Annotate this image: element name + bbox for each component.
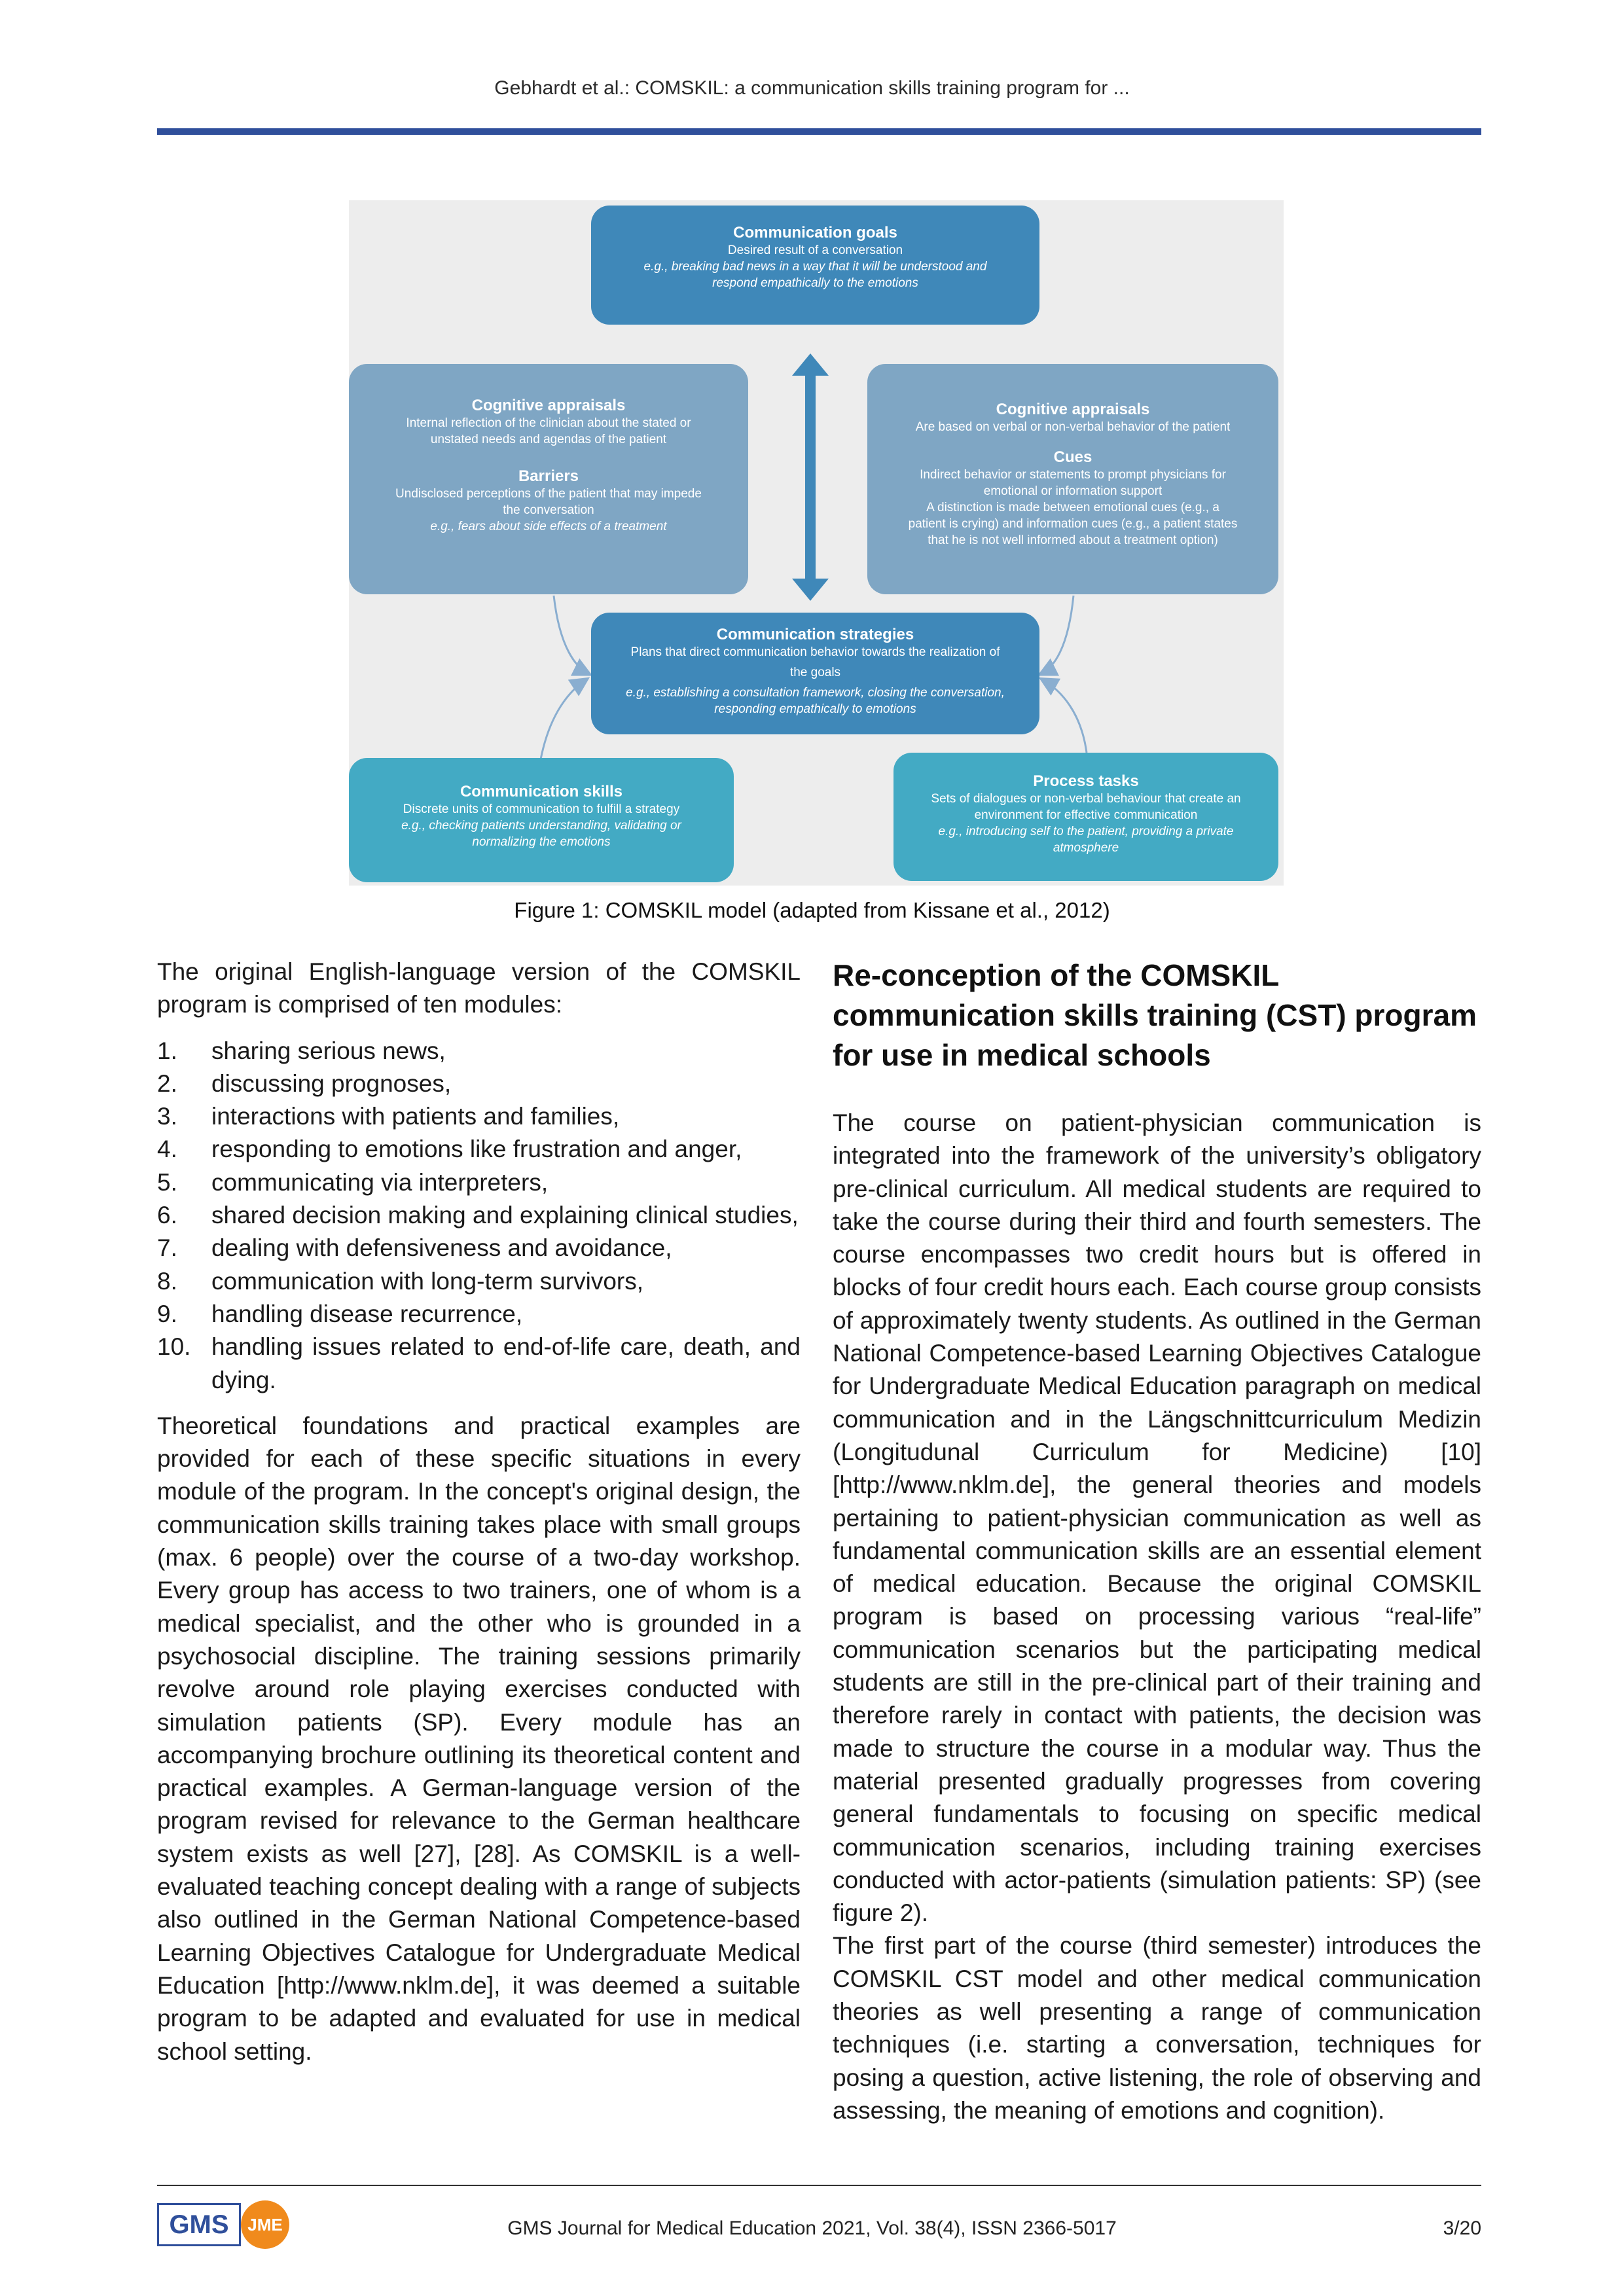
- communication-skills-box: [349, 758, 734, 882]
- jme-logo-circle: JME: [241, 2200, 289, 2249]
- skills-desc: Discrete units of communication to fulfill a strategy: [403, 802, 680, 816]
- body-paragraph: Theoretical foundations and practical examples are provided for each of these specific situations in every module of the program. In the concept's original design, the communication skills training takes place with small groups (max. 6 people) over the course of a two-day workshop. Every group has access to two trainers, one of whom is a medical specialist, and the other who is grounded in a psychosocial discipline. The training sessions primarily revolve around role playing exercises conducted with simulation patients (SP). Every module has an accompanying brochure outlining its theoretical content and practical examples. A German-language version of the program revised for relevance to the German healthcare system exists as well [27], [28]. As COMSKIL is a well-evaluated teaching concept dealing with a range of subjects also outlined in the German National Competence-based Learning Objectives Catalogue for Undergraduate Medical Education [http://www.nklm.de], it was deemed a suitable program to be adapted and evaluated for use in medical school setting.: [157, 1412, 801, 2065]
- footer-rule: [157, 2185, 1481, 2186]
- goals-title: Communication goals: [733, 224, 897, 242]
- list-item: 3. interactions with patients and families,: [157, 1103, 620, 1130]
- process-tasks-box: [893, 753, 1278, 881]
- cues-line5: that he is not well informed about a treatment option): [928, 533, 1218, 547]
- skills-title: Communication skills: [460, 783, 623, 800]
- connector-right-lower: [1042, 679, 1087, 753]
- connector-left-upper: [554, 596, 589, 674]
- process-desc-line2: environment for effective communication: [974, 808, 1198, 822]
- list-item: 9. handling disease recurrence,: [157, 1300, 523, 1327]
- list-item: 5. communicating via interpreters,: [157, 1168, 549, 1196]
- list-item: 2. discussing prognoses,: [157, 1069, 452, 1097]
- goals-example-line2: respond empathically to the emotions: [712, 276, 918, 290]
- cognitive-appraisals-right-box: [867, 364, 1278, 594]
- figure-caption: Figure 1: COMSKIL model (adapted from Kissane et al., 2012): [514, 898, 1110, 922]
- right-appraisals-desc: Are based on verbal or non-verbal behavior of the patient: [915, 420, 1231, 434]
- right-appraisals-title: Cognitive appraisals: [996, 401, 1150, 418]
- barriers-title: Barriers: [518, 467, 579, 485]
- skills-example-line1: e.g., checking patients understanding, validating or: [401, 819, 681, 833]
- list-item: 10. handling issues related to end-of-life care, death, and dying.: [157, 1333, 801, 1393]
- list-item: 7. dealing with defensiveness and avoidance,: [157, 1234, 672, 1262]
- page-number: 3/20: [1443, 2217, 1481, 2239]
- cues-line4: patient is crying) and information cues (e.g., a patient states: [908, 517, 1238, 531]
- list-item: 8. communication with long-term survivors,: [157, 1267, 644, 1295]
- journal-citation: GMS Journal for Medical Education 2021, Vol. 38(4), ISSN 2366-5017: [507, 2217, 1117, 2239]
- goals-desc: Desired result of a conversation: [727, 243, 903, 257]
- left-column: [157, 956, 801, 2068]
- running-header: Gebhardt et al.: COMSKIL: a communication skills training program for ...: [494, 77, 1130, 99]
- strategies-desc-line1: Plans that direct communication behavior towards the realization of: [630, 645, 1000, 659]
- skills-example-line2: normalizing the emotions: [472, 835, 611, 849]
- gms-logo-text: GMS: [157, 2203, 241, 2246]
- strategies-desc-line2: the goals: [789, 666, 841, 679]
- left-appraisals-desc-line2: unstated needs and agendas of the patient: [430, 433, 667, 446]
- cues-desc-line1: Indirect behavior or statements to prompt physicians for: [920, 468, 1226, 482]
- body-paragraph: The first part of the course (third semester) introduces the COMSKIL CST model and other medical communication theories as well presenting a range of communication techniques (i.e. starting a conversation, techniques for posing a question, active listening, the role of observing and assessing, the meaning of emotions and cognition).: [833, 1932, 1481, 2124]
- cognitive-appraisals-left-box: [349, 364, 748, 594]
- barriers-example: e.g., fears about side effects of a treatment: [430, 520, 667, 533]
- strategies-title: Communication strategies: [716, 626, 914, 643]
- right-column: [833, 956, 1481, 2127]
- cues-title: Cues: [1053, 448, 1092, 466]
- connector-right-upper: [1041, 596, 1074, 674]
- process-title: Process tasks: [1033, 772, 1139, 790]
- goals-example-line1: e.g., breaking bad news in a way that it will be understood and: [643, 260, 987, 274]
- cues-line3: A distinction is made between emotional cues (e.g., a: [926, 501, 1219, 514]
- modules-list: [157, 1035, 801, 1397]
- left-appraisals-desc-line1: Internal reflection of the clinician about the stated or: [406, 416, 691, 430]
- left-appraisals-title: Cognitive appraisals: [471, 397, 626, 414]
- section-heading: Re-conception of the COMSKIL communication skills training (CST) program for use in medical schools: [833, 958, 1477, 1072]
- list-item: 4. responding to emotions like frustration and anger,: [157, 1136, 742, 1163]
- strategies-example-line2: responding empathically to emotions: [714, 702, 916, 716]
- communication-goals-box: [591, 206, 1039, 325]
- cues-desc-line2: emotional or information support: [983, 484, 1163, 498]
- list-item: 6. shared decision making and explaining clinical studies,: [157, 1202, 799, 1229]
- body-paragraph: The course on patient-physician communication is integrated into the framework of the university’s obligatory pre-clinical curriculum. All medical students are required to take the course during their third and fourth semesters. The course encompasses two credit hours but is offered in blocks of four credit hours each. Each course group consists of approximately twenty students. As outlined in the German National Competence-based Learning Objectives Catalogue for Undergraduate Medical Education paragraph on medical communication and in the Längschnittcurriculum Medizin (Longitudunal Curriculum for Medicine) [10] [http://www.nklm.de], the general theories and models pertaining to patient-physician communication as well as fundamental communication skills are an essential element of medical education. Because the original COMSKIL program is based on processing various “real-life” communication scenarios but the participating medical students are still in the pre-clinical part of their training and therefore rarely in contact with patients, the decision was made to structure the course in a modular way. Thus the material presented gradually progresses from covering general fundamentals to focusing on specific medical communication scenarios, including training exercises conducted with actor-patients (simulation patients: SP) (see figure 2).: [833, 1109, 1481, 1927]
- modules-intro: The original English-language version of the COMSKIL program is comprised of ten modules:: [157, 958, 801, 1018]
- communication-strategies-box: [591, 613, 1039, 734]
- barriers-desc-line2: the conversation: [503, 503, 594, 517]
- process-example-line1: e.g., introducing self to the patient, providing a private: [938, 825, 1234, 838]
- list-item: 1. sharing serious news,: [157, 1037, 446, 1064]
- strategies-example-line1: e.g., establishing a consultation framework, closing the conversation,: [626, 686, 1005, 700]
- process-example-line2: atmosphere: [1053, 841, 1119, 855]
- double-arrow-icon: [792, 353, 829, 601]
- process-desc-line1: Sets of dialogues or non-verbal behaviour that create an: [931, 792, 1241, 806]
- connector-left-lower: [541, 679, 586, 759]
- barriers-desc-line1: Undisclosed perceptions of the patient that may impede: [395, 487, 702, 501]
